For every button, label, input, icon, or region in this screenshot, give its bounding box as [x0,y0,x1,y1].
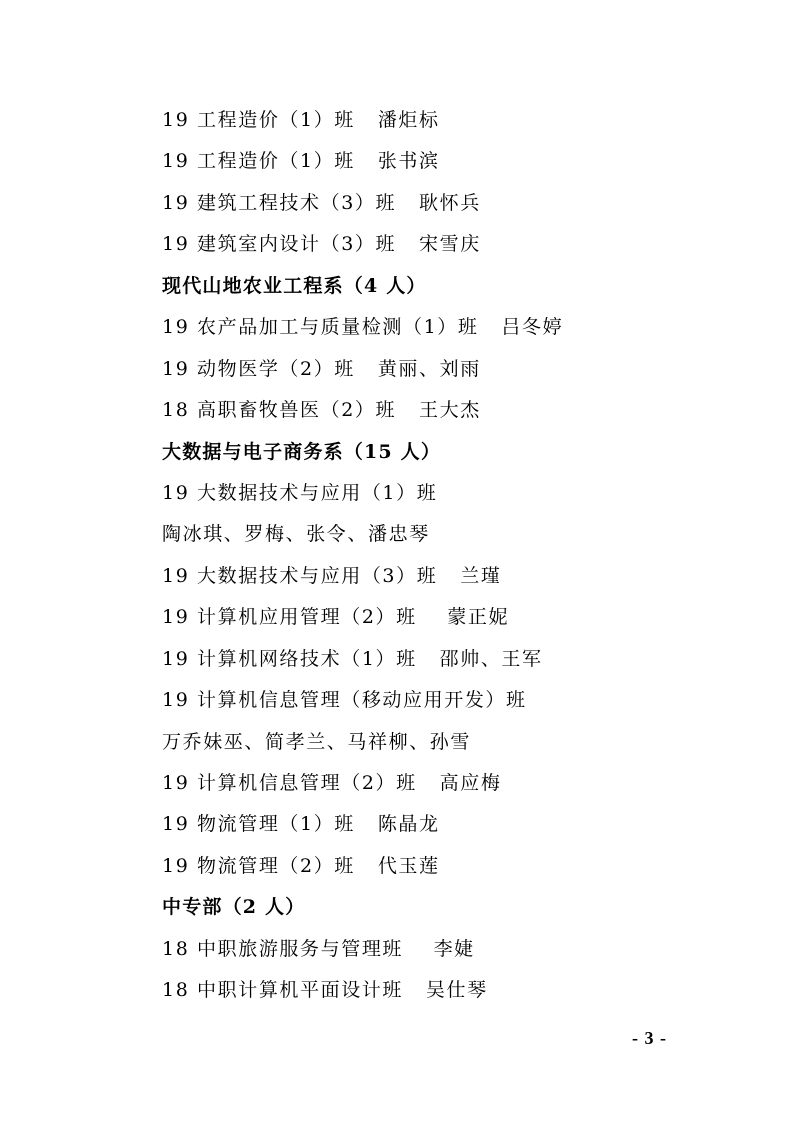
list-line: 19 计算机应用管理（2）班 蒙正妮 [162,606,510,629]
list-line: 19 农产品加工与质量检测（1）班 吕冬婷 [162,316,564,339]
list-line: 陶冰琪、罗梅、张令、潘忠琴 [162,523,430,546]
list-line: 19 大数据技术与应用（1）班 [162,481,438,504]
list-line: 19 动物医学（2）班 黄丽、刘雨 [162,357,481,380]
department-heading: 现代山地农业工程系（4 人） [162,274,427,297]
list-line: 19 计算机网络技术（1）班 邵帅、王军 [162,647,543,670]
department-heading: 大数据与电子商务系（15 人） [162,440,442,463]
list-line: 18 中职旅游服务与管理班 李婕 [162,937,475,960]
list-line: 19 计算机信息管理（2）班 高应梅 [162,772,502,794]
list-line: 万乔妹巫、简孝兰、马祥柳、孙雪 [162,730,472,753]
student-list [162,100,722,1012]
page-number: - 3 - [632,1028,667,1048]
department-heading: 中专部（2 人） [162,896,306,919]
list-line: 18 高职畜牧兽医（2）班 王大杰 [162,399,481,422]
list-line: 18 中职计算机平面设计班 吴仕琴 [162,979,488,1002]
list-line: 19 计算机信息管理（移动应用开发）班 [162,689,527,712]
list-line: 19 工程造价（1）班 张书滨 [162,150,440,173]
list-line: 19 物流管理（1）班 陈晶龙 [162,813,440,836]
list-line: 19 大数据技术与应用（3）班 兰瑾 [162,564,502,587]
list-line: 19 物流管理（2）班 代玉莲 [162,854,440,877]
list-line: 19 工程造价（1）班 潘炬标 [162,109,440,131]
list-line: 19 建筑工程技术（3）班 耿怀兵 [162,191,481,214]
list-line: 19 建筑室内设计（3）班 宋雪庆 [162,233,481,256]
